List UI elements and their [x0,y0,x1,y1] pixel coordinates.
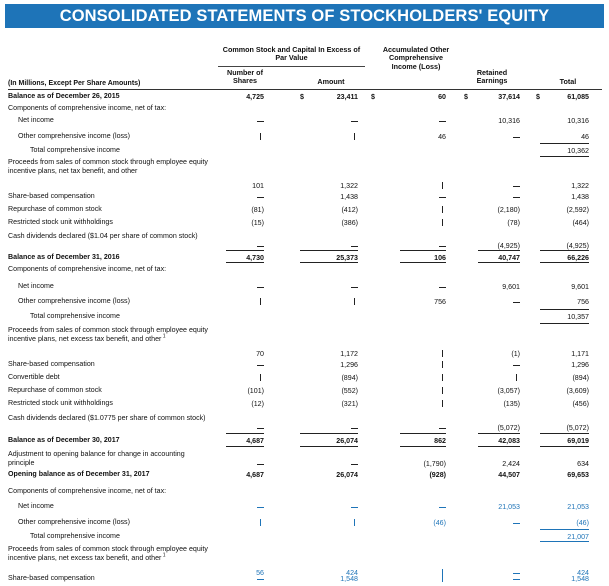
cell-total: 756 [577,298,589,306]
cell-retained: 2,424 [502,460,520,468]
row-label [18,518,218,527]
total-rule [400,446,446,447]
dollar-sign-retained: $ [464,93,468,101]
table-row [0,399,609,411]
row-label-text: Total comprehensive income [30,312,120,320]
row-label [8,545,208,562]
nil-dash [513,579,520,580]
total-rule [478,250,520,251]
cell-retained [478,133,520,141]
cell-shares: 4,725 [246,93,264,101]
total-rule [300,250,358,251]
total-rule [226,433,264,434]
row-label-text: Proceeds from sales of common stock through employee equity incentive plans, net tax benefit, and other [8,158,208,175]
row-label-text: Net income [18,502,54,510]
header-total: Total [559,77,577,86]
total-rule [400,433,446,434]
cell-aoci [400,424,446,432]
cell-shares: 70 [256,350,264,358]
cell-retained: (2,180) [497,206,520,214]
cell-total: 66,226 [567,254,589,262]
nil-dash [257,579,264,580]
table-row [0,92,609,104]
nil-bar [442,374,443,381]
nil-dash [439,121,446,122]
cell-shares [226,519,264,527]
nil-dash [439,287,446,288]
cell-retained: (135) [503,400,520,408]
cell-shares [226,283,264,291]
nil-bar [442,206,443,213]
table-row [0,373,609,385]
row-label-text: Total comprehensive income [30,532,120,540]
cell-amount: (552) [341,387,358,395]
nil-dash [257,246,264,247]
cell-total: 1,548 [571,575,589,583]
table-row [0,265,609,277]
cell-amount: 1,322 [340,182,358,190]
total-rule [400,262,446,263]
cell-retained [478,193,520,201]
total-rule [226,250,264,251]
cell-shares: (15) [251,219,264,227]
row-label [18,297,218,306]
cell-shares [226,374,264,382]
nil-bar [442,182,443,189]
cell-aoci: 106 [434,254,446,262]
row-label-text: Total comprehensive income [30,146,120,154]
cell-shares [226,298,264,306]
row-label-text: Other comprehensive income (loss) [18,518,130,526]
cell-aoci: 862 [434,437,446,445]
cell-aoci [400,193,446,201]
nil-bar [260,519,261,526]
row-label [18,502,218,511]
cell-total: 424 [577,569,589,577]
total-rule [540,446,589,447]
cell-aoci [400,182,446,190]
cell-shares [226,117,264,125]
page-title: CONSOLIDATED STATEMENTS OF STOCKHOLDERS' EQUITY [5,4,604,28]
cell-amount: 1,172 [340,350,358,358]
cell-total: 10,362 [567,147,589,155]
table-row [0,450,609,470]
cell-amount [300,298,358,306]
table-row [0,116,609,128]
cell-retained: 40,747 [498,254,520,262]
table-row [0,205,609,217]
cell-amount [300,460,358,468]
nil-dash [439,507,446,508]
cell-shares: 101 [252,182,264,190]
cell-shares: 56 [256,569,264,577]
cell-total: (4,925) [566,242,589,250]
cell-total: (2,592) [566,206,589,214]
row-label-text: Opening balance as of December 31, 2017 [8,470,150,478]
nil-dash [257,507,264,508]
header-bottom-rule [8,89,602,90]
table-row [0,218,609,230]
cell-total: 61,085 [567,93,589,101]
table-row [0,532,609,544]
cell-aoci [400,350,446,358]
row-label [18,116,218,125]
row-label-text: Cash dividends declared ($1.04 per share of common stock) [8,232,198,240]
row-label [8,414,208,423]
nil-dash [351,246,358,247]
cell-retained: 10,316 [498,117,520,125]
total-rule [540,309,589,310]
header-aoci: Accumulated Other Comprehensive Income (Loss) [382,45,450,71]
nil-dash [439,428,446,429]
cell-aoci [400,242,446,250]
row-label [8,104,208,113]
table-row [0,297,609,309]
cell-total: 21,053 [567,503,589,511]
table-row [0,282,609,294]
nil-dash [351,464,358,465]
row-label-text: Components of comprehensive income, net of tax: [8,104,167,112]
row-label-text: Components of comprehensive income, net of tax: [8,265,167,273]
cell-total: 21,007 [567,533,589,541]
cell-aoci: (1,790) [423,460,446,468]
cell-retained: 44,507 [498,471,520,479]
cell-total: 634 [577,460,589,468]
row-label [8,360,208,369]
cell-aoci [400,503,446,511]
row-label-text: Balance as of December 26, 2015 [8,92,120,100]
row-label-text: Restricted stock unit withholdings [8,399,113,407]
nil-bar [354,133,355,140]
cell-aoci: (46) [433,519,446,527]
cell-total: 69,019 [567,437,589,445]
row-label-text: Proceeds from sales of common stock through employee equity incentive plans, net excess tax benefit, and other [8,326,208,343]
nil-dash [513,137,520,138]
cell-retained: (1) [511,350,520,358]
row-label-text: Repurchase of common stock [8,205,102,213]
row-label [8,265,208,274]
total-rule [540,433,589,434]
nil-dash [351,287,358,288]
row-label [8,436,208,445]
nil-dash [351,428,358,429]
row-label [8,218,208,227]
table-row [0,158,609,192]
table-row [0,192,609,204]
row-label [30,532,230,541]
row-label-text: Net income [18,282,54,290]
cell-retained [478,182,520,190]
cell-shares [226,133,264,141]
cell-shares: (101) [247,387,264,395]
nil-dash [513,186,520,187]
cell-shares [226,424,264,432]
row-label [8,386,208,395]
row-label [8,373,208,382]
cell-aoci [400,374,446,382]
cell-aoci [400,361,446,369]
row-label-text: Cash dividends declared ($1.0775 per share of common stock) [8,414,206,422]
cell-amount: 1,548 [340,575,358,583]
cell-total: 10,357 [567,313,589,321]
table-row [0,253,609,265]
nil-dash [513,365,520,366]
cell-amount [300,424,358,432]
row-label [8,253,208,262]
cell-aoci: 46 [438,133,446,141]
cell-amount: 26,074 [336,437,358,445]
table-row [0,386,609,398]
cell-shares [226,460,264,468]
total-rule [478,262,520,263]
total-rule [540,323,589,324]
dollar-sign-amount: $ [300,93,304,101]
cell-retained [478,298,520,306]
cell-amount: (894) [341,374,358,382]
row-label-text: Restricted stock unit withholdings [8,218,113,226]
header-retained-earnings: Retained Earnings [476,68,508,86]
table-row [0,146,609,158]
cell-total: 9,601 [571,283,589,291]
total-rule [300,262,358,263]
nil-dash [513,197,520,198]
cell-amount: (386) [341,219,358,227]
cell-retained [478,374,520,382]
cell-shares: (81) [251,206,264,214]
row-label [30,146,230,155]
cell-aoci [400,387,446,395]
cell-aoci: 756 [434,298,446,306]
nil-bar [442,400,443,407]
cell-amount: 23,411 [336,93,358,101]
cell-amount: 1,296 [340,361,358,369]
nil-dash [439,197,446,198]
units-label: (In Millions, Except Per Share Amounts) [8,80,141,87]
row-label [8,232,208,241]
row-label [8,158,208,175]
cell-aoci [400,575,446,583]
nil-dash [257,365,264,366]
dollar-sign-total: $ [536,93,540,101]
cell-amount [300,283,358,291]
cell-amount: 1,438 [340,193,358,201]
nil-bar [442,387,443,394]
cell-shares [226,242,264,250]
row-label-text: Proceeds from sales of common stock through employee equity incentive plans, net excess tax benefit, and other [8,545,208,562]
row-label-text: Balance as of December 30, 2017 [8,436,120,444]
footnote-marker: 1 [161,333,166,340]
row-label-text: Share-based compensation [8,574,95,582]
cell-retained: 21,053 [498,503,520,511]
row-label-text: Balance as of December 31, 2016 [8,253,120,261]
row-label [8,574,208,583]
nil-bar [442,350,443,357]
table-row [0,132,609,144]
cell-retained: (3,057) [497,387,520,395]
row-label-text: Adjustment to opening balance for change in accounting principle [8,450,185,467]
row-label-text: Convertible debt [8,373,60,381]
table-row [0,104,609,116]
cell-total: (3,609) [566,387,589,395]
cell-shares: 4,730 [246,254,264,262]
nil-dash [257,287,264,288]
cell-shares [226,575,264,583]
row-label [8,326,208,343]
table-row [0,487,609,499]
table-row [0,232,609,252]
nil-bar [442,361,443,368]
row-label [18,132,218,141]
header-number-of-shares: Number of Shares [227,68,263,86]
total-rule [226,446,264,447]
row-label [8,399,208,408]
row-label-text: Components of comprehensive income, net of tax: [8,487,167,495]
cell-amount [300,133,358,141]
cell-total: (46) [576,519,589,527]
cell-retained [478,519,520,527]
nil-dash [513,523,520,524]
total-rule [478,433,520,434]
cell-total: 46 [581,133,589,141]
total-rule [226,262,264,263]
row-label [18,282,218,291]
cell-retained: (5,072) [497,424,520,432]
cell-retained: (78) [507,219,520,227]
cell-total: 1,296 [571,361,589,369]
cell-shares [226,193,264,201]
cell-amount: (412) [341,206,358,214]
nil-dash [257,121,264,122]
nil-bar [442,575,443,582]
nil-bar [260,374,261,381]
cell-retained: 42,083 [498,437,520,445]
nil-bar [260,298,261,305]
cell-amount: (321) [341,400,358,408]
nil-bar [442,219,443,226]
cell-amount [300,117,358,125]
cell-total: 69,653 [567,471,589,479]
cell-total: 10,316 [567,117,589,125]
row-label [8,92,208,101]
header-group-rule [218,66,365,67]
row-label [30,312,230,321]
row-label-text: Other comprehensive income (loss) [18,297,130,305]
footnote-marker: 1 [161,552,166,559]
total-rule [540,143,589,144]
row-label [8,487,208,496]
cell-total: (456) [572,400,589,408]
nil-dash [351,121,358,122]
cell-amount: 424 [346,569,358,577]
total-rule [540,156,589,157]
cell-retained: (4,925) [497,242,520,250]
total-rule [540,529,589,530]
header-common-stock-group: Common Stock and Capital In Excess of Par Value [222,45,361,63]
cell-retained: 37,614 [498,93,520,101]
header-amount: Amount [317,77,345,86]
cell-total: 1,171 [571,350,589,358]
cell-total: 1,438 [571,193,589,201]
cell-shares: 4,687 [246,437,264,445]
nil-dash [257,428,264,429]
total-rule [478,446,520,447]
total-rule [540,262,589,263]
nil-bar [516,374,517,381]
cell-total: 1,322 [571,182,589,190]
nil-dash [439,246,446,247]
row-label-text: Repurchase of common stock [8,386,102,394]
total-rule [540,250,589,251]
table-row [0,502,609,514]
cell-shares [226,361,264,369]
total-rule [400,250,446,251]
cell-aoci: (928) [429,471,446,479]
cell-aoci [400,283,446,291]
cell-retained [478,361,520,369]
cell-shares: (12) [251,400,264,408]
cell-aoci [400,219,446,227]
cell-amount [300,242,358,250]
row-label-text: Net income [18,116,54,124]
table-row [0,470,609,484]
nil-dash [257,197,264,198]
dollar-sign-aoci: $ [371,93,375,101]
table-row [0,326,609,360]
row-label-text: Other comprehensive income (loss) [18,132,130,140]
table-row [0,312,609,324]
nil-dash [351,507,358,508]
cell-amount: 26,074 [336,471,358,479]
row-label [8,205,208,214]
table-row [0,360,609,372]
cell-amount [300,503,358,511]
table-row [0,414,609,434]
cell-aoci [400,117,446,125]
nil-bar [354,519,355,526]
cell-amount [300,519,358,527]
cell-shares [226,503,264,511]
cell-aoci [400,400,446,408]
row-label [8,192,208,201]
cell-total: (464) [572,219,589,227]
cell-total: (894) [572,374,589,382]
nil-dash [257,464,264,465]
cell-amount: 25,373 [336,254,358,262]
cell-retained: 9,601 [502,283,520,291]
total-rule [300,446,358,447]
cell-aoci: 60 [438,93,446,101]
cell-total: (5,072) [566,424,589,432]
nil-bar [260,133,261,140]
row-label [8,450,208,467]
row-label-text: Share-based compensation [8,192,95,200]
table-row [0,518,609,530]
total-rule [300,433,358,434]
nil-dash [513,302,520,303]
total-rule [540,541,589,542]
nil-bar [354,298,355,305]
row-label [8,470,208,479]
cell-aoci [400,206,446,214]
cell-shares: 4,687 [246,471,264,479]
cell-retained [478,575,520,583]
row-label-text: Share-based compensation [8,360,95,368]
table-row [0,574,609,586]
